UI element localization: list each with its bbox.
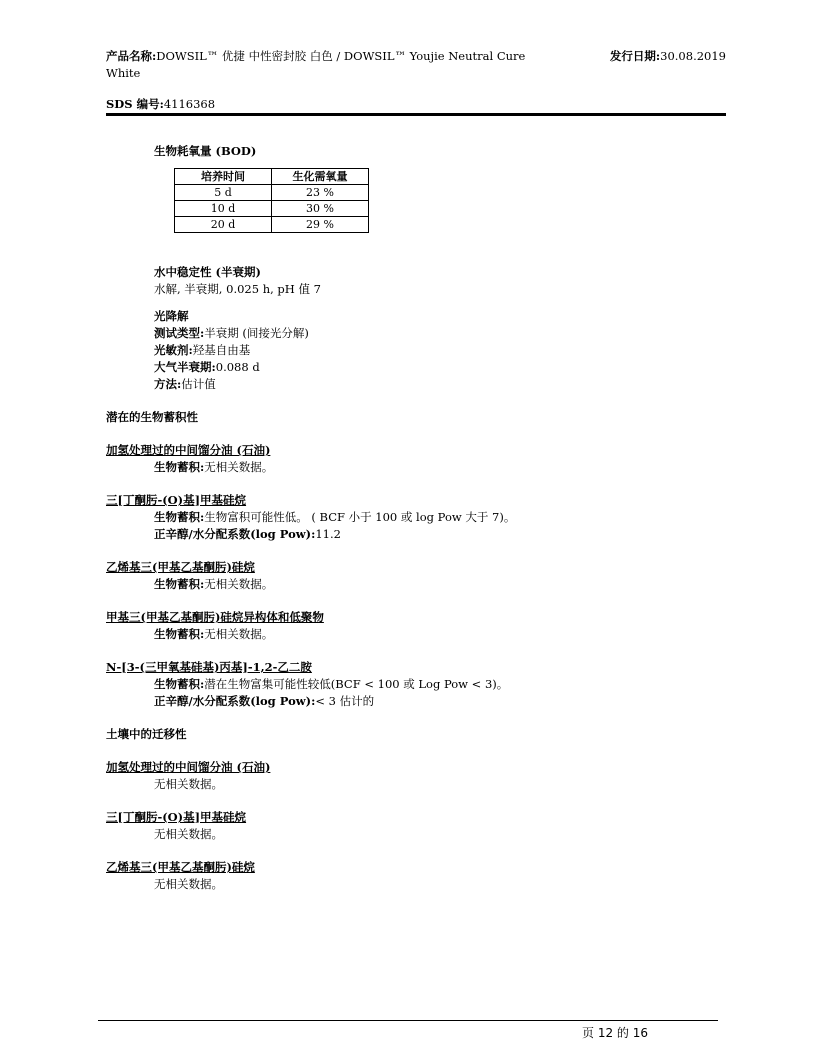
bioaccumulation-entry: 生物蓄积:无相关数据。 (154, 577, 274, 591)
product-name: DOWSIL™ 优捷 中性密封胶 白色 / DOWSIL™ Youjie Neutral Cure White (106, 49, 526, 80)
atmospheric-half-life: 大气半衰期:0.088 d (154, 360, 260, 374)
table-header-row (175, 169, 369, 185)
product-label: 产品名称: (106, 49, 157, 63)
test-type: 测试类型:半衰期 (间接光分解) (154, 326, 309, 340)
sds-value: 4116368 (163, 97, 216, 111)
sds-label: SDS 编号: (106, 97, 164, 111)
table-row (175, 185, 369, 201)
log-pow-entry: 正辛醇/水分配系数(log Pow):11.2 (154, 527, 341, 541)
sensitizer: 光敏剂:羟基自由基 (154, 343, 251, 357)
log-pow-entry: 正辛醇/水分配系数(log Pow):< 3 估计的 (154, 694, 375, 708)
bioaccumulation-entry: 生物蓄积:无相关数据。 (154, 460, 274, 474)
soil-mobility-title: 土壤中的迁移性 (106, 727, 187, 741)
issue-date (610, 48, 726, 65)
bioaccumulation-title: 潜在的生物蓄积性 (106, 410, 198, 424)
substance-name: 乙烯基三(甲基乙基酮肟)硅烷 (106, 560, 255, 574)
table-cell-value: 29 % (272, 217, 369, 233)
footer-divider (98, 1020, 718, 1021)
document-body (106, 143, 726, 893)
product-name-line (106, 48, 546, 82)
substance-name: N-[3-(三甲氧基硅基)丙基]-1,2-乙二胺 (106, 660, 312, 674)
table-row (175, 217, 369, 233)
soil-entry: 无相关数据。 (154, 777, 223, 791)
table-cell-value: 30 % (272, 201, 369, 217)
header-divider (106, 113, 726, 116)
photodegradation-title: 光降解 (154, 309, 189, 323)
table-cell-time: 20 d (175, 217, 272, 233)
substance-name: 加氢处理过的中间馏分油 (石油) (106, 760, 271, 774)
substance-name: 加氢处理过的中间馏分油 (石油) (106, 443, 271, 457)
date-label: 发行日期: (609, 49, 661, 63)
column-header-bod: 生化需氧量 (272, 169, 369, 185)
method: 方法:估计值 (154, 377, 216, 391)
column-header-time: 培养时间 (175, 169, 272, 185)
table-row (175, 201, 369, 217)
table-cell-time: 10 d (175, 201, 272, 217)
bioaccumulation-entry: 生物蓄积:生物富积可能性低。 ( BCF 小于 100 或 log Pow 大于 7)。 (154, 510, 516, 524)
document-header (106, 48, 726, 111)
substance-name: 乙烯基三(甲基乙基酮肟)硅烷 (106, 860, 255, 874)
table-cell-time: 5 d (175, 185, 272, 201)
bioaccumulation-entry: 生物蓄积:潜在生物富集可能性较低(BCF < 100 或 Log Pow < 3)。 (154, 677, 509, 691)
hydrolysis-title: 水中稳定性 (半衰期) (154, 265, 261, 279)
substance-name: 三[丁酮肟-(O)基]甲基硅烷 (106, 493, 247, 507)
bod-table (174, 168, 369, 233)
bioaccumulation-entry: 生物蓄积:无相关数据。 (154, 627, 274, 641)
page-number: 页 12 的 16 (582, 1026, 648, 1040)
sds-number (106, 96, 215, 113)
hydrolysis-text: 水解, 半衰期, 0.025 h, pH 值 7 (154, 282, 321, 296)
table-cell-value: 23 % (272, 185, 369, 201)
date-value: 30.08.2019 (660, 49, 726, 63)
soil-entry: 无相关数据。 (154, 827, 223, 841)
bod-title: 生物耗氧量 (BOD) (154, 144, 257, 158)
substance-name: 三[丁酮肟-(O)基]甲基硅烷 (106, 810, 247, 824)
substance-name: 甲基三(甲基乙基酮肟)硅烷异构体和低聚物 (106, 610, 324, 624)
soil-entry: 无相关数据。 (154, 877, 223, 891)
